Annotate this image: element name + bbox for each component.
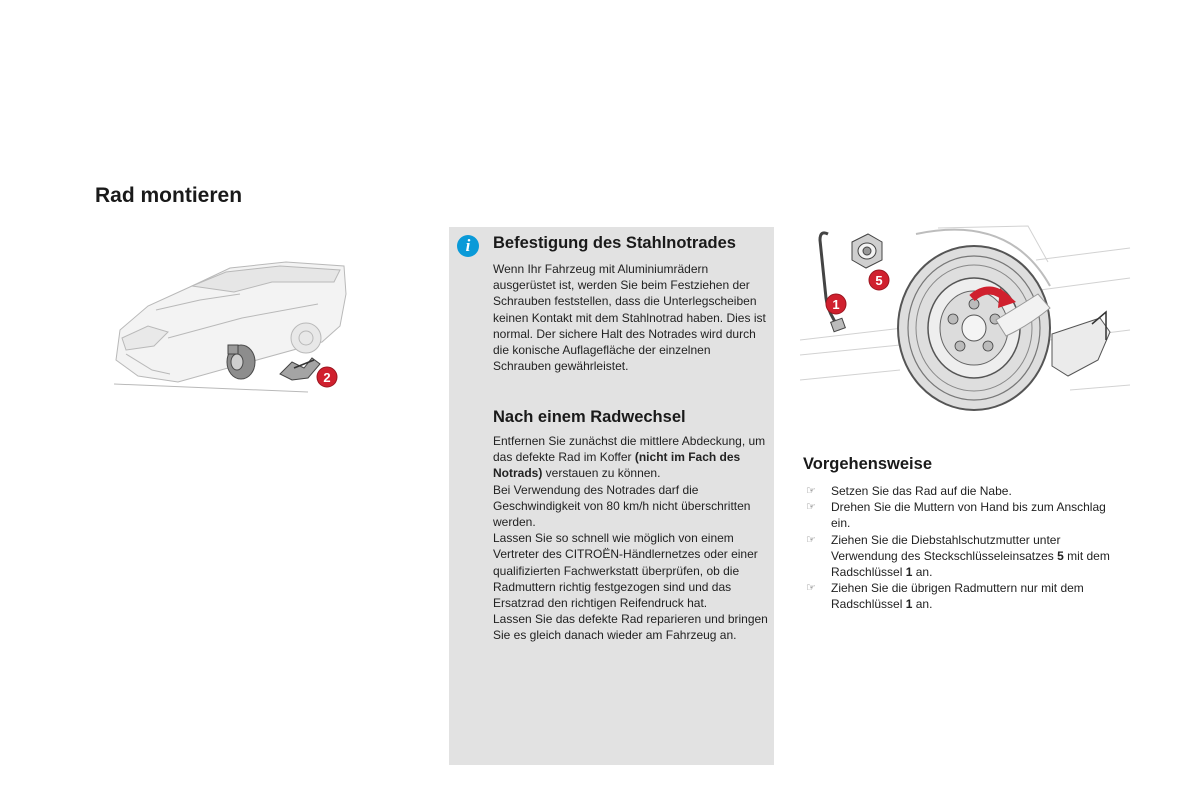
wheel-mounting-illustration xyxy=(800,220,1132,412)
pointing-hand-icon: ☞ xyxy=(806,582,816,595)
pointing-hand-icon: ☞ xyxy=(806,501,816,514)
paragraph: Bei Verwendung des Notrades darf die Geschwindigkeit von 80 km/h nicht überschritten werden. xyxy=(493,482,751,530)
paragraph: Lassen Sie so schnell wie möglich von einem Vertreter des CITROËN-Händlernetzes oder einer qualifizierten Fachwerkstatt überprüfen, ob die Radmuttern richtig festgezogen sind und das Ersatzrad den richtigen Reifendruck hat. xyxy=(493,531,758,611)
list-item: ☞ Drehen Sie die Muttern von Hand bis zum Anschlag ein. xyxy=(806,500,1106,531)
info-text-after-change xyxy=(493,433,769,644)
paragraph: Entfernen Sie zunächst die mittlere Abdeckung, um das defekte Rad im Koffer (nicht im Fach des Notrads) verstauen zu können. xyxy=(493,434,766,481)
svg-text:1: 1 xyxy=(832,297,840,312)
procedure-heading: Vorgehensweise xyxy=(803,455,932,473)
callout-1 xyxy=(826,294,846,314)
list-item: ☞ Ziehen Sie die Diebstahlschutzmutter unter Verwendung des Steckschlüsseleinsatzes 5 mit dem Radschlüssel 1 an. xyxy=(806,532,1110,580)
paragraph: Lassen Sie das defekte Rad reparieren und bringen Sie es gleich danach wieder am Fahrzeug an. xyxy=(493,612,768,643)
info-icon: i xyxy=(457,235,479,257)
procedure-steps xyxy=(803,483,1128,613)
callout-5 xyxy=(869,270,889,290)
callout-2: 2 xyxy=(323,370,331,385)
page-title: Rad montieren xyxy=(95,184,243,207)
info-heading-steel-spare: Befestigung des Stahlnotrades xyxy=(493,234,736,252)
pointing-hand-icon: ☞ xyxy=(806,485,816,497)
info-box xyxy=(449,227,774,765)
svg-text:5: 5 xyxy=(875,273,883,288)
car-jack-illustration xyxy=(108,242,348,397)
list-item: ☞ Ziehen Sie die übrigen Radmuttern nur mit dem Radschlüssel 1 an. xyxy=(806,581,1084,612)
info-heading-after-change: Nach einem Radwechsel xyxy=(493,408,686,426)
info-text-steel-spare: Wenn Ihr Fahrzeug mit Aluminiumrädern ausgerüstet ist, werden Sie beim Festziehen der Schrauben feststellen, dass die Unterlegscheiben keinen Kontakt mit dem Stahlnotrad haben. Dies ist normal. Der sichere Halt des Notrades wird durch die konische Auflagefläche der einzelnen Schrauben gewährleistet. xyxy=(493,262,766,374)
list-item: ☞ Setzen Sie das Rad auf die Nabe. xyxy=(806,484,1012,498)
pointing-hand-icon: ☞ xyxy=(806,533,816,546)
